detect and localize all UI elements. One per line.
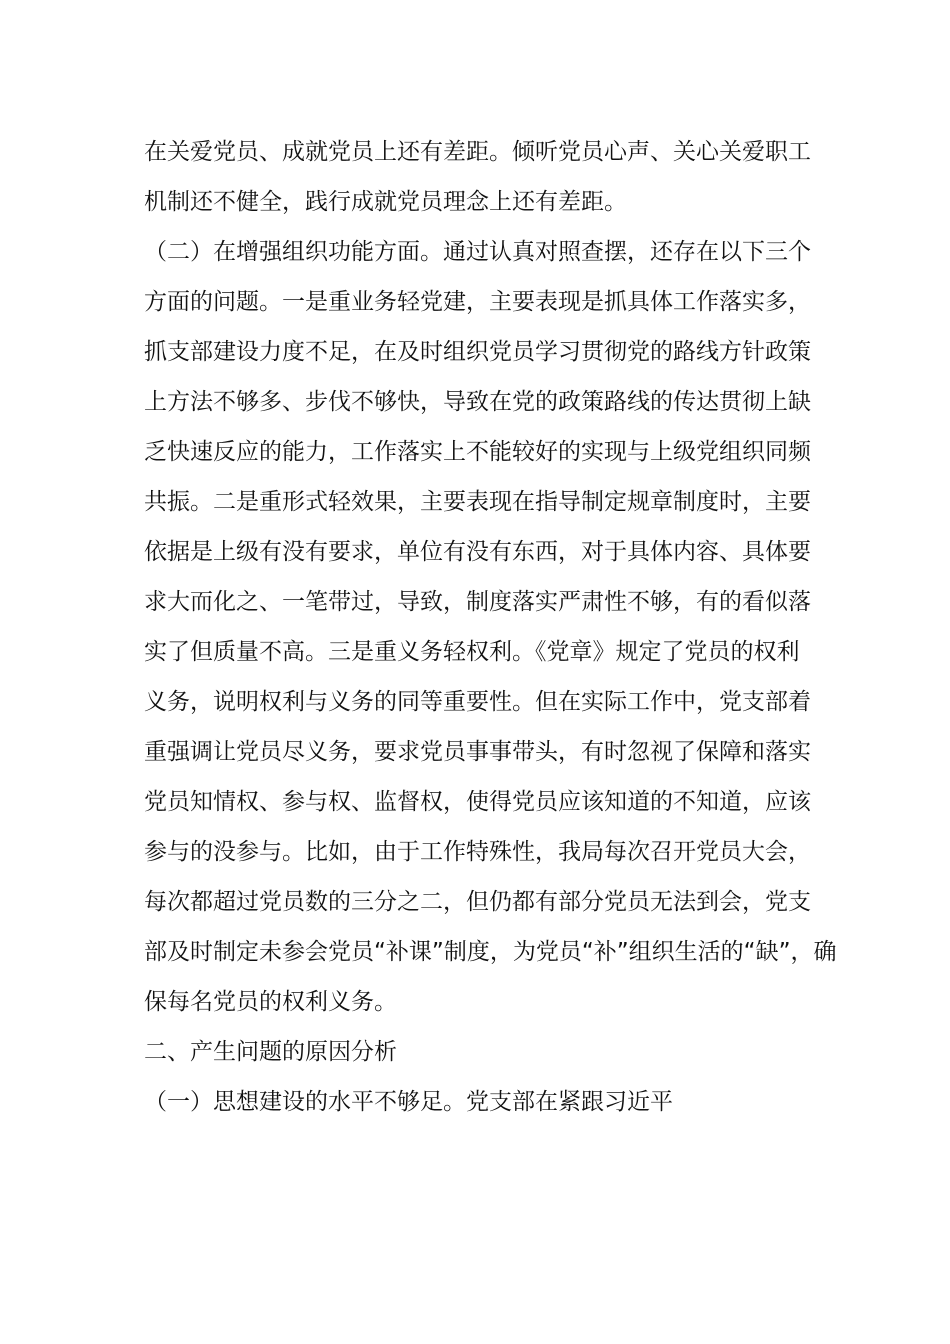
text-line: 机制还不健全，践行成就党员理念上还有差距。 — [144, 189, 627, 215]
section-heading: 二、产生问题的原因分析 — [144, 1039, 397, 1065]
text-line: 在关爱党员、成就党员上还有差距。倾听党员心声、关心关爱职工 — [144, 139, 811, 165]
text-line: 抓支部建设力度不足，在及时组织党员学习贯彻党的路线方针政策 — [144, 339, 811, 365]
text-line: 义务，说明权利与义务的同等重要性。但在实际工作中，党支部着 — [144, 689, 811, 715]
subsection-heading-line: （一）思想建设的水平不够足。党支部在紧跟习近平 — [144, 1089, 673, 1115]
section-heading-line: （二）在增强组织功能方面。通过认真对照查摆，还存在以下三个 — [144, 239, 811, 265]
text-line: 依据是上级有没有要求，单位有没有东西，对于具体内容、具体要 — [144, 539, 811, 565]
text-line: 共振。二是重形式轻效果，主要表现在指导制定规章制度时，主要 — [144, 489, 811, 515]
text-line: 部及时制定未参会党员“补课”制度，为党员“补”组织生活的“缺”，确 — [144, 939, 837, 965]
text-line: 乏快速反应的能力，工作落实上不能较好的实现与上级党组织同频 — [144, 439, 811, 465]
text-line: 参与的没参与。比如，由于工作特殊性，我局每次召开党员大会， — [144, 839, 811, 865]
document-body — [144, 127, 837, 1127]
text-line: 方面的问题。一是重业务轻党建，主要表现是抓具体工作落实多， — [144, 289, 811, 315]
text-line: 党员知情权、参与权、监督权，使得党员应该知道的不知道，应该 — [144, 789, 811, 815]
text-line: 保每名党员的权利义务。 — [144, 989, 397, 1015]
text-line: 求大而化之、一笔带过，导致，制度落实严肃性不够，有的看似落 — [144, 589, 811, 615]
text-line: 上方法不够多、步伐不够快，导致在党的政策路线的传达贯彻上缺 — [144, 389, 811, 415]
text-line: 实了但质量不高。三是重义务轻权利。《党章》规定了党员的权利 — [144, 639, 800, 665]
text-line: 每次都超过党员数的三分之二，但仍都有部分党员无法到会，党支 — [144, 889, 811, 915]
text-line: 重强调让党员尽义务，要求党员事事带头，有时忽视了保障和落实 — [144, 739, 811, 765]
